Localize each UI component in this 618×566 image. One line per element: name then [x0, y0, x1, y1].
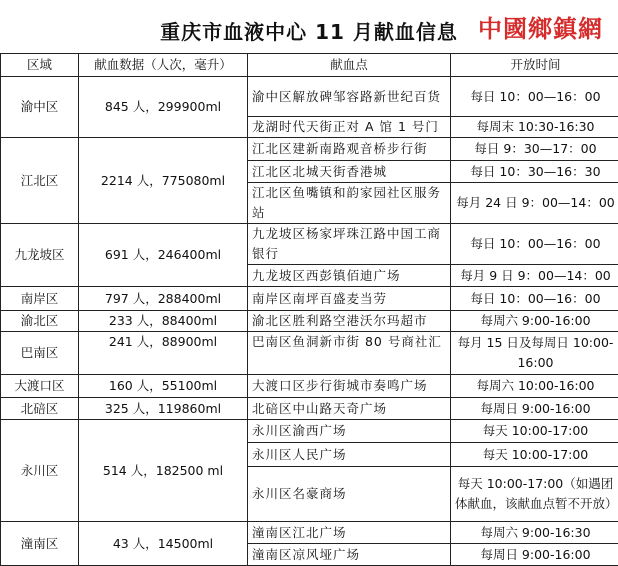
table-row: [1, 224, 618, 265]
site-cell: 巴南区鱼洞新市街 80 号商社汇: [248, 332, 451, 375]
district-cell: 渝北区: [1, 311, 79, 332]
table-row: [1, 287, 618, 311]
donation-data-cell: 241 人，88900ml: [79, 332, 248, 375]
open-time-cell: 每日 9：30—17：00: [451, 138, 618, 161]
site-cell: 永川区人民广场: [248, 443, 451, 467]
watermark-logo: 中國鄉鎮網: [478, 14, 603, 44]
donation-data-cell: 514 人，182500 ml: [79, 420, 248, 522]
open-time-cell: 每日 10：00—16：00: [451, 287, 618, 311]
district-cell: 九龙坡区: [1, 224, 79, 287]
table-row: [1, 522, 618, 544]
open-time-cell: 每周六 10:00-16:00: [451, 375, 618, 398]
table-row: [1, 375, 618, 398]
district-cell: 潼南区: [1, 522, 79, 566]
donation-data-cell: 43 人，14500ml: [79, 522, 248, 566]
page-title: 重庆市血液中心 11 月献血信息: [0, 16, 618, 45]
open-time-cell: 每月 15 日及每周日 10:00-16:00: [451, 332, 618, 375]
table-header-row: [1, 54, 618, 77]
site-cell: 潼南区江北广场: [248, 522, 451, 544]
donation-data-cell: 325 人，119860ml: [79, 398, 248, 420]
open-time-cell: 每日 10：00—16：00: [451, 224, 618, 265]
district-cell: 巴南区: [1, 332, 79, 375]
site-cell: 永川区渝西广场: [248, 420, 451, 443]
donation-data-cell: 233 人，88400ml: [79, 311, 248, 332]
open-time-cell: 每周日 9:00-16:00: [451, 398, 618, 420]
site-cell: 龙湖时代天街正对 A 馆 1 号门: [248, 117, 451, 138]
site-cell: 九龙坡区西彭镇佰迪广场: [248, 265, 451, 287]
open-time-cell: 每周六 9:00-16:00: [451, 311, 618, 332]
district-cell: 南岸区: [1, 287, 79, 311]
site-cell: 永川区名豪商场: [248, 467, 451, 522]
table-row: [1, 332, 618, 375]
donation-data-cell: 845 人，299900ml: [79, 77, 248, 138]
donation-data-cell: 691 人，246400ml: [79, 224, 248, 287]
donation-data-cell: 2214 人，775080ml: [79, 138, 248, 224]
district-cell: 江北区: [1, 138, 79, 224]
table-row: [1, 420, 618, 443]
open-time-cell: 每天 10:00-17:00（如遇团体献血，该献血点暂不开放）: [451, 467, 618, 522]
site-cell: 江北区建新南路观音桥步行街: [248, 138, 451, 161]
open-time-cell: 每周末 10:30-16:30: [451, 117, 618, 138]
open-time-cell: 每月 24 日 9：00—14：00: [451, 183, 618, 224]
open-time-cell: 每天 10:00-17:00: [451, 443, 618, 467]
district-cell: 大渡口区: [1, 375, 79, 398]
open-time-cell: 每日 10：30—16：30: [451, 161, 618, 183]
district-cell: 永川区: [1, 420, 79, 522]
open-time-cell: 每周六 9:00-16:30: [451, 522, 618, 544]
open-time-cell: 每天 10:00-17:00: [451, 420, 618, 443]
site-cell: 潼南区凉风垭广场: [248, 544, 451, 566]
site-cell: 大渡口区步行街城市奏鸣广场: [248, 375, 451, 398]
site-cell: 渝北区胜利路空港沃尔玛超市: [248, 311, 451, 332]
site-cell: 江北区北城天街香港城: [248, 161, 451, 183]
district-cell: 渝中区: [1, 77, 79, 138]
site-cell: 北碚区中山路天奇广场: [248, 398, 451, 420]
open-time-cell: 每月 9 日 9：00—14：00: [451, 265, 618, 287]
header-data: 献血数据（人次，毫升）: [79, 54, 248, 77]
blood-donation-table: [0, 53, 618, 566]
table-row: [1, 138, 618, 161]
table-row: [1, 77, 618, 117]
donation-data-cell: 160 人，55100ml: [79, 375, 248, 398]
site-cell: 江北区鱼嘴镇和韵家园社区服务站: [248, 183, 451, 224]
header-site: 献血点: [248, 54, 451, 77]
open-time-cell: 每日 10：00—16：00: [451, 77, 618, 117]
header-district: 区域: [1, 54, 79, 77]
site-cell: 九龙坡区杨家坪珠江路中国工商银行: [248, 224, 451, 265]
table-row: [1, 398, 618, 420]
site-cell: 渝中区解放碑邹容路新世纪百货: [248, 77, 451, 117]
header-time: 开放时间: [451, 54, 618, 77]
open-time-cell: 每周日 9:00-16:00: [451, 544, 618, 566]
donation-data-cell: 797 人，288400ml: [79, 287, 248, 311]
table-row: [1, 311, 618, 332]
site-cell: 南岸区南坪百盛麦当劳: [248, 287, 451, 311]
district-cell: 北碚区: [1, 398, 79, 420]
